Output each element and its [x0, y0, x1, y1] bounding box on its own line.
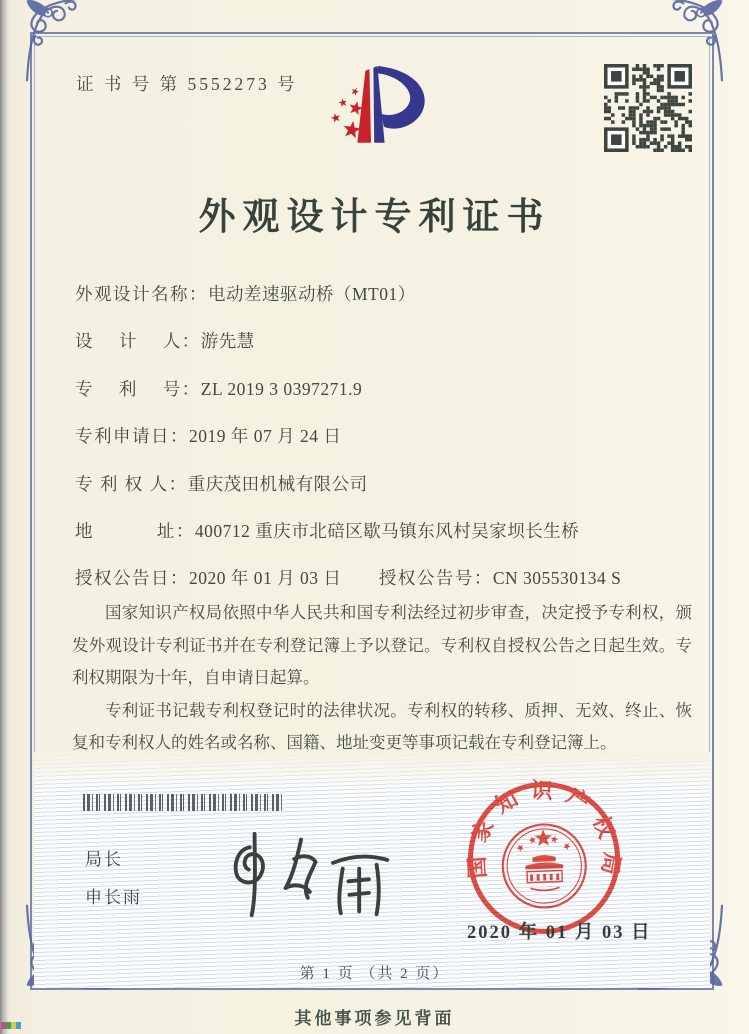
field-patentee — [75, 471, 695, 518]
page-number: 第 1 页 （共 2 页） — [299, 966, 450, 982]
field-value: 2019 年 07 月 24 日 — [189, 426, 342, 447]
official-seal-icon — [461, 775, 626, 940]
signer-name: 申长雨 — [85, 888, 142, 907]
print-registration-marks — [1, 1022, 21, 1029]
field-value: 电动差速驱动桥（MT01） — [208, 284, 416, 304]
field-label: 地 址： — [75, 520, 195, 541]
field-value: 重庆茂田机械有限公司 — [187, 473, 368, 494]
field-address — [75, 518, 695, 565]
field-patent-number — [75, 376, 695, 423]
field-label: 专 利 权 人： — [75, 473, 188, 494]
field-value: 2020 年 01 月 03 日 — [189, 568, 342, 589]
certificate-number: 证 书 号 第 5552273 号 — [76, 74, 298, 94]
field-filing-date — [75, 423, 695, 470]
field-value: ZL 2019 3 0397271.9 — [200, 378, 363, 399]
legal-paragraph: 专利证书记载专利权登记时的法律状况。专利权的转移、质押、无效、终止、恢复和专利权人的姓名或名称、国籍、地址变更等事项记载在专利登记簿上。 — [72, 700, 692, 752]
field-label: 授权公告日： — [75, 568, 189, 589]
field-designer — [75, 328, 695, 375]
legal-text — [72, 597, 692, 760]
cnipa-logo-icon — [310, 50, 440, 162]
grant-number-pair — [379, 568, 622, 588]
barcode — [83, 794, 284, 811]
certificate-fields — [75, 281, 695, 613]
handwritten-signature-icon — [205, 828, 401, 920]
field-label: 专利申请日： — [75, 426, 189, 447]
field-label: 专 利 号： — [75, 378, 201, 399]
field-label: 授权公告号： — [378, 568, 493, 589]
grant-date-pair — [75, 565, 374, 590]
certificate-title: 外观设计专利证书 — [198, 197, 551, 238]
field-value: CN 305530134 S — [492, 568, 622, 589]
field-value: 游先慧 — [200, 331, 255, 352]
signer-block — [85, 845, 142, 921]
field-design-name — [75, 281, 695, 328]
scan-shadow-left — [0, 0, 9, 1034]
field-value: 400712 重庆市北碚区歇马镇东风村吴家坝长生桥 — [194, 520, 580, 541]
footer-note: 其他事项参见背面 — [294, 1009, 455, 1028]
field-label: 设 计 人： — [75, 331, 201, 352]
seal-date: 2020 年 01 月 03 日 — [467, 923, 652, 943]
signer-title: 局长 — [85, 850, 123, 869]
legal-paragraph: 国家知识产权局依照中华人民共和国专利法经过初步审查，决定授予专利权，颁发外观设计专利证书并在专利登记簿上予以登记。专利权自授权公告之日起生效。专利权期限为十年，自申请日起算。 — [72, 603, 692, 687]
qr-code — [604, 64, 692, 152]
seal-text: 国家知识产权局 — [464, 778, 625, 888]
field-label: 外观设计名称： — [75, 284, 208, 304]
